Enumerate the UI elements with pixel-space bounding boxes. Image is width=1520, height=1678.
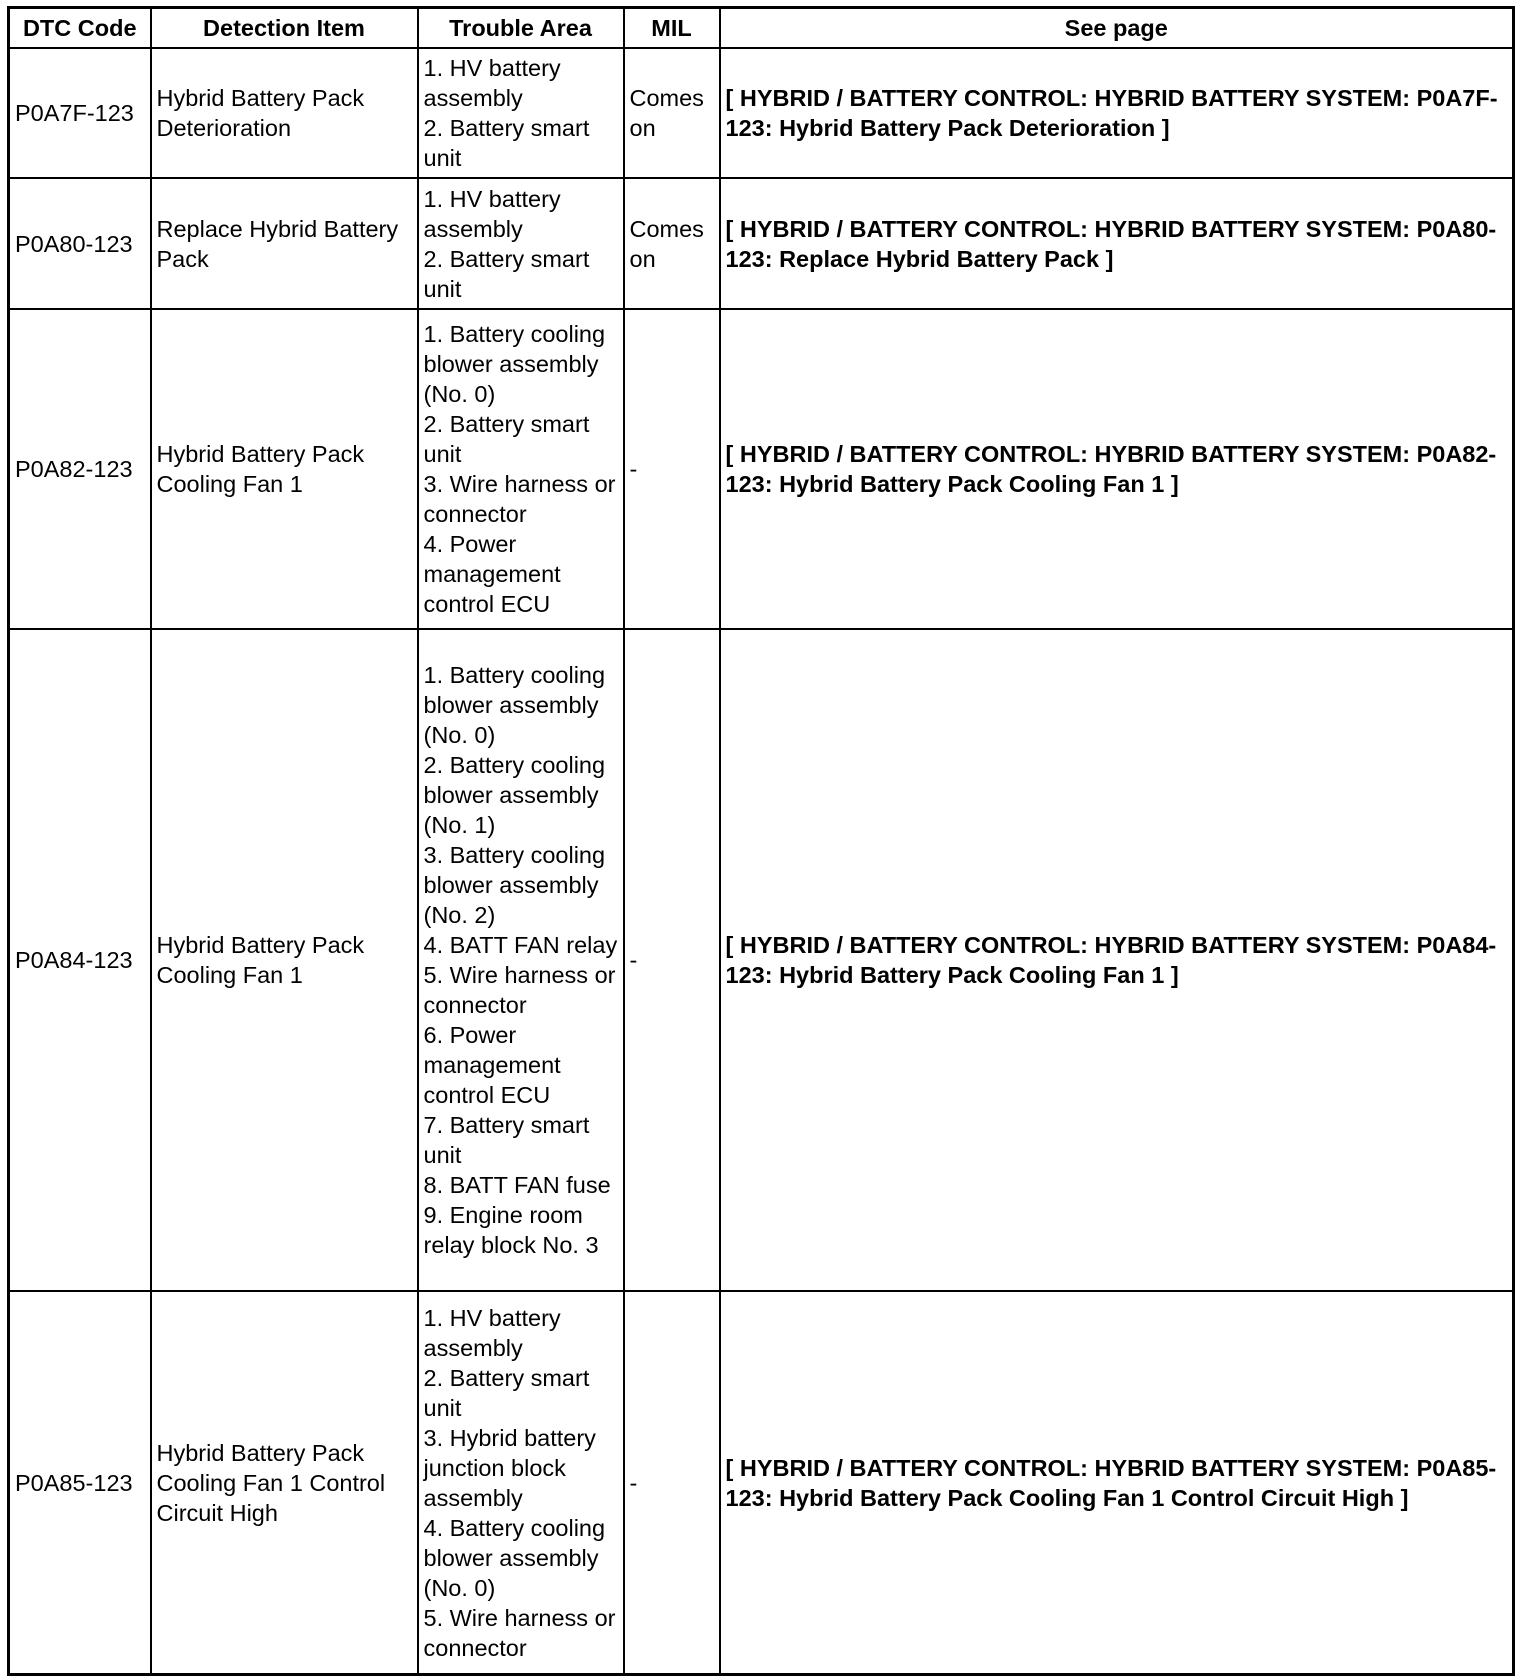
trouble-area-item: 6. Power management control ECU (423, 1021, 561, 1108)
trouble-area-item: 3. Hybrid battery junction block assembly (423, 1424, 596, 1511)
header-trouble-area: Trouble Area (418, 8, 624, 49)
trouble-area-item: 1. HV battery assembly (423, 185, 561, 242)
header-row (9, 8, 1514, 49)
detection-item-cell: Hybrid Battery Pack Cooling Fan 1 Control Circuit High (151, 1291, 418, 1674)
dtc-table (7, 6, 1515, 1676)
trouble-area-item: 5. Wire harness or connector (423, 961, 616, 1018)
trouble-area-item: 8. BATT FAN fuse (423, 1171, 611, 1198)
dtc-code-cell: P0A84-123 (9, 629, 151, 1292)
header-dtc-code: DTC Code (9, 8, 151, 49)
header-mil: MIL (624, 8, 720, 49)
table-row (9, 309, 1514, 629)
see-page-link[interactable]: [ HYBRID / BATTERY CONTROL: HYBRID BATTERY SYSTEM: P0A82-123: Hybrid Battery Pack Cooling Fan 1 ] (720, 309, 1514, 629)
dtc-code-cell: P0A7F-123 (9, 48, 151, 178)
trouble-area-item: 1. Battery cooling blower assembly (No. 0) (423, 661, 606, 748)
dtc-code-cell: P0A85-123 (9, 1291, 151, 1674)
detection-item-cell: Hybrid Battery Pack Cooling Fan 1 (151, 629, 418, 1292)
header-see-page: See page (720, 8, 1514, 49)
trouble-area-item: 9. Engine room relay block No. 3 (423, 1201, 599, 1258)
trouble-area-item: 1. HV battery assembly (423, 1304, 561, 1361)
trouble-area-item: 4. Power management control ECU (423, 530, 561, 617)
trouble-area-item: 4. BATT FAN relay (423, 931, 618, 958)
dtc-code-cell: P0A82-123 (9, 309, 151, 629)
detection-item-cell: Hybrid Battery Pack Cooling Fan 1 (151, 309, 418, 629)
trouble-area-item: 7. Battery smart unit (423, 1111, 590, 1168)
see-page-link[interactable]: [ HYBRID / BATTERY CONTROL: HYBRID BATTERY SYSTEM: P0A7F-123: Hybrid Battery Pack Deterioration ] (720, 48, 1514, 178)
trouble-area-item: 3. Wire harness or connector (423, 470, 616, 527)
table-row (9, 629, 1514, 1292)
trouble-area-item: 4. Battery cooling blower assembly (No. 0) (423, 1514, 606, 1601)
see-page-link[interactable]: [ HYBRID / BATTERY CONTROL: HYBRID BATTERY SYSTEM: P0A84-123: Hybrid Battery Pack Cooling Fan 1 ] (720, 629, 1514, 1292)
trouble-area-item: 1. Battery cooling blower assembly (No. 0) (423, 320, 606, 407)
trouble-area-item: 5. Wire harness or connector (423, 1604, 616, 1661)
mil-cell: - (624, 1291, 720, 1674)
trouble-area-cell (418, 178, 624, 308)
header-detection-item: Detection Item (151, 8, 418, 49)
see-page-link[interactable]: [ HYBRID / BATTERY CONTROL: HYBRID BATTERY SYSTEM: P0A85-123: Hybrid Battery Pack Cooling Fan 1 Control Circuit High ] (720, 1291, 1514, 1674)
mil-cell: - (624, 629, 720, 1292)
trouble-area-item: 2. Battery smart unit (423, 115, 590, 172)
trouble-area-item: 2. Battery cooling blower assembly (No. 1) (423, 751, 606, 838)
trouble-area-item: 1. HV battery assembly (423, 55, 561, 112)
table-row (9, 48, 1514, 178)
table-row (9, 178, 1514, 308)
mil-cell: Comes on (624, 178, 720, 308)
trouble-area-cell (418, 48, 624, 178)
mil-cell: - (624, 309, 720, 629)
dtc-code-cell: P0A80-123 (9, 178, 151, 308)
trouble-area-item: 2. Battery smart unit (423, 410, 590, 467)
table-header (9, 8, 1514, 49)
table-row (9, 1291, 1514, 1674)
trouble-area-list (424, 53, 618, 173)
trouble-area-cell (418, 309, 624, 629)
trouble-area-item: 2. Battery smart unit (423, 1364, 590, 1421)
see-page-link[interactable]: [ HYBRID / BATTERY CONTROL: HYBRID BATTERY SYSTEM: P0A80-123: Replace Hybrid Battery Pack ] (720, 178, 1514, 308)
trouble-area-cell (418, 1291, 624, 1674)
trouble-area-item: 2. Battery smart unit (423, 245, 590, 302)
trouble-area-item: 3. Battery cooling blower assembly (No. 2) (423, 841, 606, 928)
trouble-area-list (424, 660, 618, 1260)
detection-item-cell: Replace Hybrid Battery Pack (151, 178, 418, 308)
trouble-area-list (424, 184, 618, 304)
trouble-area-cell (418, 629, 624, 1292)
trouble-area-list (424, 1303, 618, 1663)
trouble-area-list (424, 319, 618, 619)
detection-item-cell: Hybrid Battery Pack Deterioration (151, 48, 418, 178)
mil-cell: Comes on (624, 48, 720, 178)
